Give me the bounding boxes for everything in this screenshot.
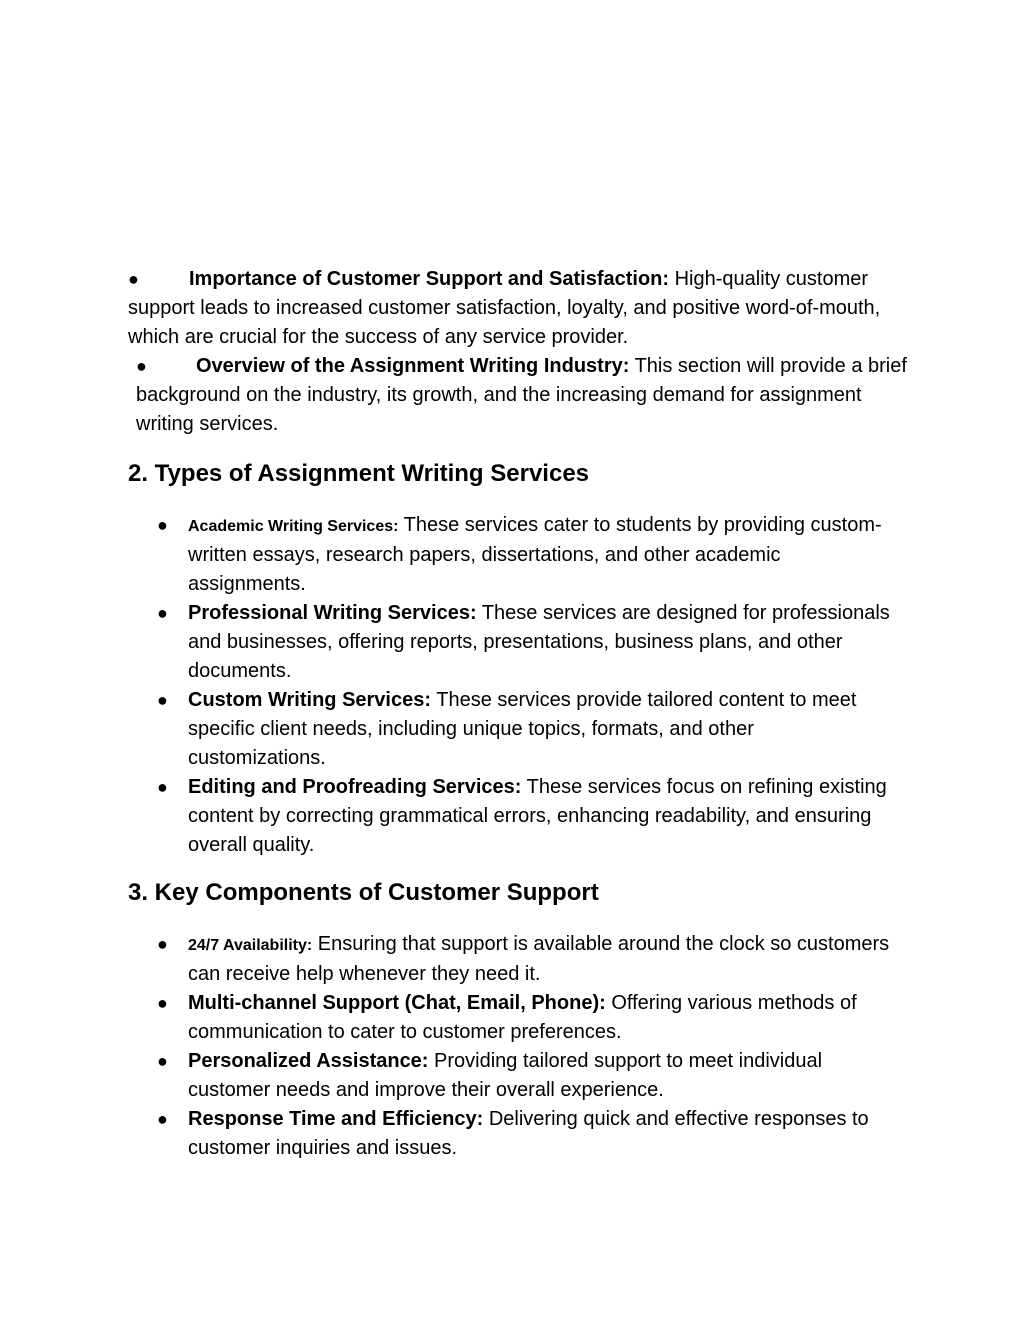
item-text: These services are designed for professionals and businesses, offering reports, presentations, business plans, and other documents.	[188, 602, 890, 682]
item-text: Ensuring that support is available around the clock so customers can receive help whenever they need it.	[188, 933, 890, 985]
bullet: ●	[157, 777, 168, 797]
list-item-multichannel-support	[157, 989, 897, 1047]
list-item-editing-proofreading	[157, 773, 897, 860]
item-text: This section will provide a brief background on the industry, its growth, and the increasing demand for assignment writing services.	[136, 355, 907, 435]
list-item-personalized-assistance	[157, 1047, 897, 1105]
item-text: These services provide tailored content to meet specific client needs, including unique topics, formats, and other customizations.	[188, 689, 857, 769]
bullet: ●	[157, 1109, 168, 1129]
intro-item-customer-support	[128, 265, 908, 352]
bullet: ●	[136, 356, 147, 376]
bullet: ●	[157, 934, 168, 954]
section-heading-customer-support-components: 3. Key Components of Customer Support	[128, 879, 599, 906]
bullet: ●	[157, 603, 168, 623]
item-title: Academic Writing Services:	[188, 518, 399, 535]
item-title: Custom Writing Services:	[188, 689, 432, 711]
section-heading-types-of-services: 2. Types of Assignment Writing Services	[128, 460, 590, 487]
bullet: ●	[128, 269, 139, 289]
item-title: Overview of the Assignment Writing Industry:	[196, 355, 630, 377]
list-item-response-time	[157, 1105, 897, 1163]
item-text: High-quality customer support leads to increased customer satisfaction, loyalty, and positive word-of-mouth, which are crucial for the success of any service provider.	[128, 268, 881, 348]
list-item-academic-writing	[157, 511, 897, 599]
item-text: These services cater to students by providing custom-written essays, research papers, dissertations, and other academic assignments.	[188, 514, 882, 595]
item-title: Response Time and Efficiency:	[188, 1108, 484, 1130]
bullet: ●	[157, 993, 168, 1013]
support-components-list	[157, 930, 897, 1163]
item-text: Delivering quick and effective responses to customer inquiries and issues.	[188, 1108, 869, 1159]
bullet: ●	[157, 690, 168, 710]
intro-item-industry-overview	[136, 352, 916, 439]
item-title: Personalized Assistance:	[188, 1050, 429, 1072]
bullet: ●	[157, 515, 168, 535]
item-title: 24/7 Availability:	[188, 937, 313, 954]
item-title: Editing and Proofreading Services:	[188, 776, 522, 798]
bullet: ●	[157, 1051, 168, 1071]
list-item-custom-writing	[157, 686, 897, 773]
services-list	[157, 511, 897, 860]
item-text: Providing tailored support to meet individual customer needs and improve their overall experience.	[188, 1050, 823, 1101]
item-text: Offering various methods of communication to cater to customer preferences.	[188, 992, 857, 1043]
item-text: These services focus on refining existing content by correcting grammatical errors, enhancing readability, and ensuring overall quality.	[188, 776, 887, 856]
item-title: Multi-channel Support (Chat, Email, Phone):	[188, 992, 606, 1014]
item-title: Professional Writing Services:	[188, 602, 477, 624]
list-item-professional-writing	[157, 599, 897, 686]
list-item-availability	[157, 930, 897, 989]
item-title: Importance of Customer Support and Satisfaction:	[189, 268, 670, 290]
